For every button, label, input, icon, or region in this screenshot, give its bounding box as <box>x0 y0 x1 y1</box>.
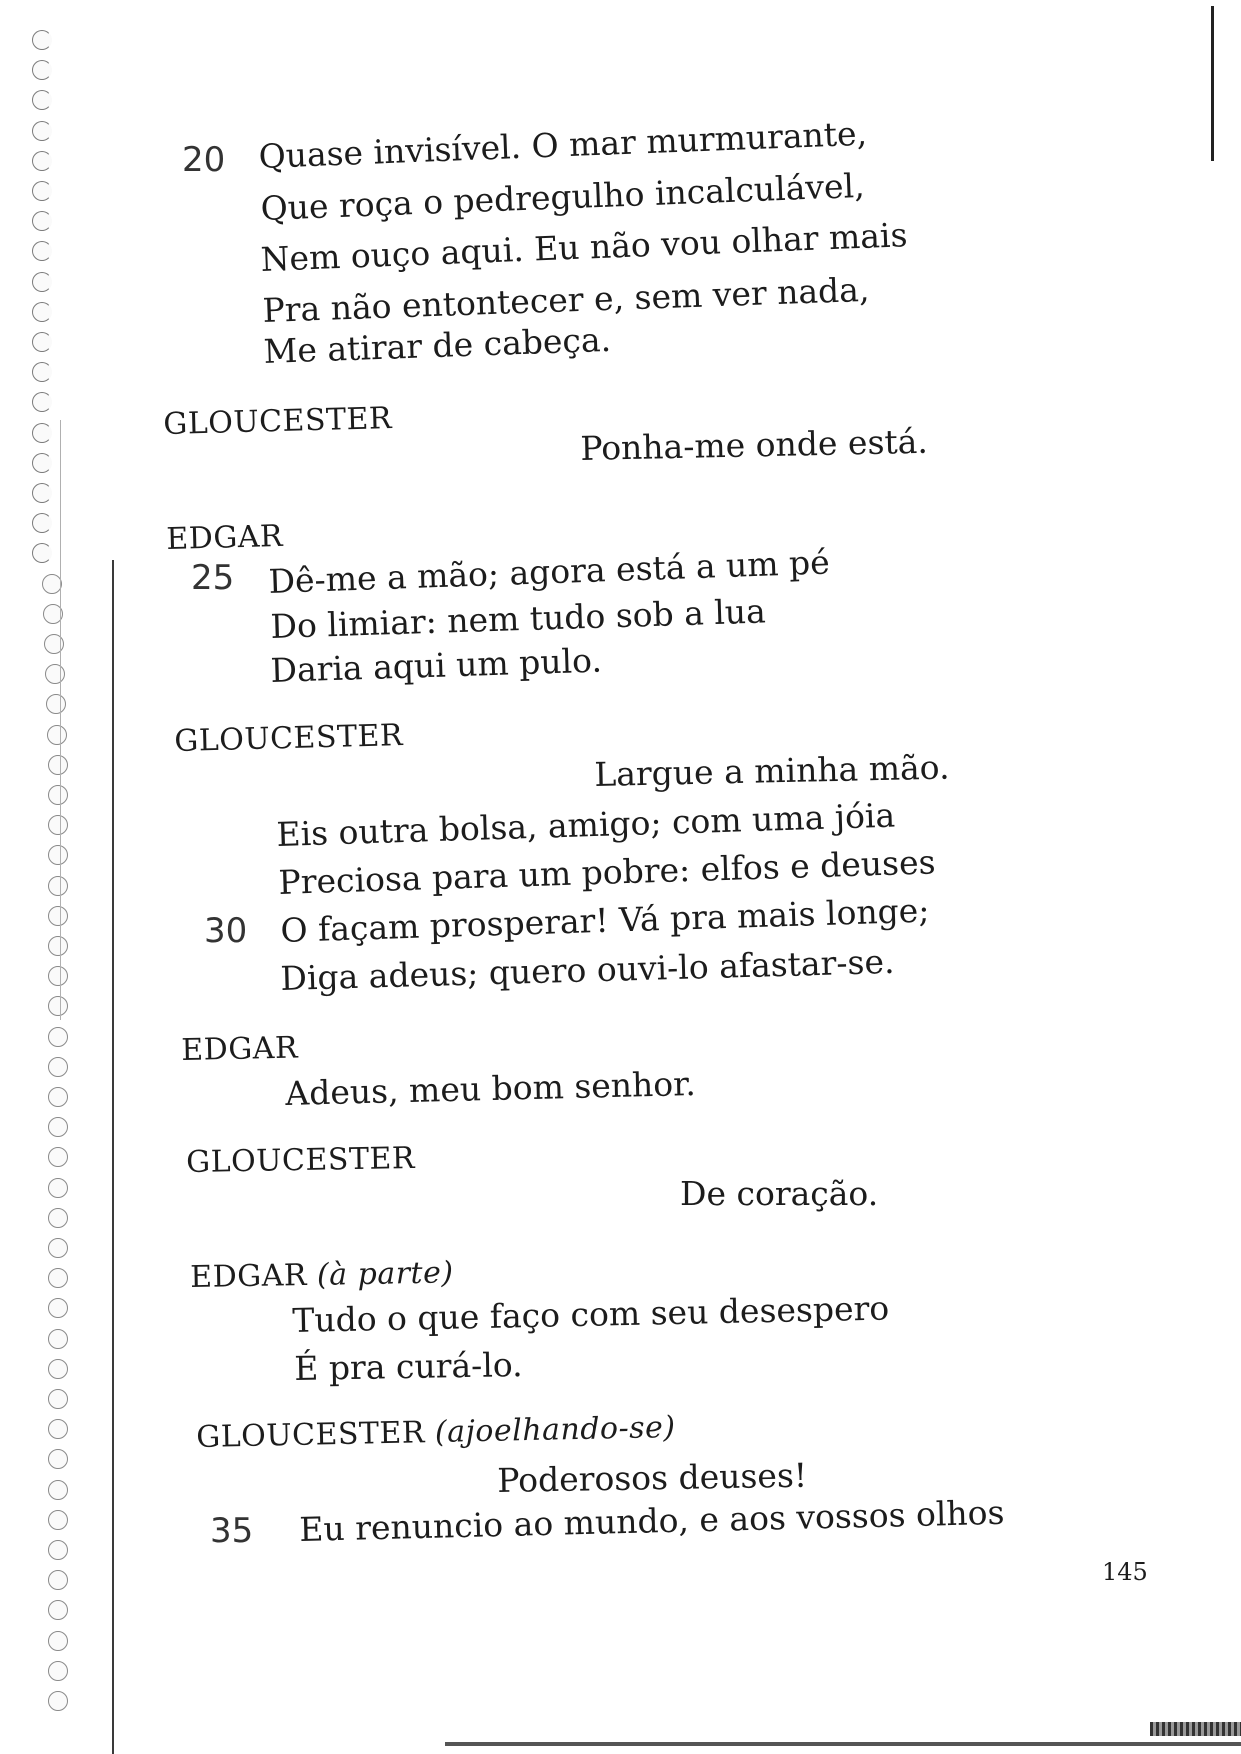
verse-line: De coração. <box>680 1174 879 1213</box>
binding-hole <box>48 1691 68 1711</box>
binding-hole <box>32 181 52 201</box>
binding-hole <box>46 694 66 714</box>
binding-hole <box>48 1117 68 1137</box>
binding-hole <box>48 966 68 986</box>
binding-hole <box>32 543 52 563</box>
binding-hole <box>45 664 65 684</box>
binding-hole <box>48 1087 68 1107</box>
binding-hole <box>48 876 68 896</box>
binding-hole <box>47 725 67 745</box>
binding-hole <box>32 151 52 171</box>
binding-hole <box>48 1389 68 1409</box>
speaker-name: GLOUCESTER <box>195 1415 426 1455</box>
binding-hole <box>32 30 52 50</box>
verse-line: Daria aqui um pulo. <box>269 640 603 690</box>
binding-hole <box>42 574 62 594</box>
bottom-scan-artifact <box>1150 1722 1241 1736</box>
binding-hole <box>48 1268 68 1288</box>
verse-line: Que roça o pedregulho incalculável, <box>259 165 866 228</box>
binding-hole <box>48 1449 68 1469</box>
verse-line: É pra curá-lo. <box>293 1345 523 1388</box>
binding-hole <box>48 1178 68 1198</box>
binding-hole <box>48 1027 68 1047</box>
binding-hole <box>48 1298 68 1318</box>
verse-line: Me atirar de cabeça. <box>262 319 612 371</box>
binding-hole <box>48 1570 68 1590</box>
binding-hole <box>48 1359 68 1379</box>
page-edge-line <box>112 560 114 1754</box>
page-edge-shadow <box>60 420 61 1020</box>
binding-hole <box>48 1057 68 1077</box>
spiral-binding <box>28 30 72 1754</box>
speaker-name: EDGAR <box>189 1257 308 1295</box>
verse-line: Do limiar: nem tudo sob a lua <box>269 591 767 646</box>
binding-hole <box>32 90 52 110</box>
binding-hole <box>48 1631 68 1651</box>
binding-hole <box>48 785 68 805</box>
bottom-edge-line <box>445 1742 1241 1746</box>
binding-hole <box>32 513 52 533</box>
verse-line: Quase invisível. O mar murmurante, <box>257 113 868 176</box>
binding-hole <box>32 241 52 261</box>
verse-line: Tudo o que faço com seu desespero <box>291 1288 890 1340</box>
binding-hole <box>32 483 52 503</box>
verse-line: Poderosos deuses! <box>496 1455 808 1500</box>
verse-line: Ponha-me onde está. <box>579 421 929 468</box>
page-number: 145 <box>1102 1558 1148 1586</box>
verse-line: Dê-me a mão; agora está a um pé <box>267 542 831 601</box>
binding-hole <box>48 1208 68 1228</box>
verse-line: Adeus, meu bom senhor. <box>284 1063 697 1113</box>
binding-hole <box>48 1661 68 1681</box>
speaker-line <box>195 1409 676 1455</box>
binding-hole <box>32 60 52 80</box>
binding-hole <box>48 815 68 835</box>
line-number-30: 30 <box>204 911 248 951</box>
binding-hole <box>48 755 68 775</box>
speaker-name: GLOUCESTER <box>173 718 404 759</box>
stage-direction: (ajoelhando-se) <box>434 1409 676 1450</box>
binding-hole <box>48 1329 68 1349</box>
stage-direction: (à parte) <box>316 1255 454 1293</box>
verse-line: O façam prosperar! Vá pra mais longe; <box>279 890 930 950</box>
binding-hole <box>32 453 52 473</box>
speaker-name: EDGAR <box>165 518 284 557</box>
line-number-25: 25 <box>191 558 235 598</box>
binding-hole <box>48 1540 68 1560</box>
binding-hole <box>48 1480 68 1500</box>
binding-hole <box>48 1147 68 1167</box>
binding-hole <box>32 121 52 141</box>
speaker-name: GLOUCESTER <box>162 401 393 442</box>
binding-hole <box>32 332 52 352</box>
binding-hole <box>48 996 68 1016</box>
line-number-35: 35 <box>210 1511 254 1551</box>
speaker-name: EDGAR <box>180 1030 299 1068</box>
binding-hole <box>32 423 52 443</box>
binding-hole <box>48 936 68 956</box>
verse-line: Preciosa para um pobre: elfos e deuses <box>277 842 937 902</box>
speaker-line <box>189 1255 454 1295</box>
binding-hole <box>48 906 68 926</box>
binding-hole <box>32 302 52 322</box>
verse-line: Nem ouço aqui. Eu não vou olhar mais <box>259 215 909 279</box>
verse-line: Diga adeus; quero ouvi-lo afastar-se. <box>279 941 895 998</box>
verse-line: Largue a minha mão. <box>593 747 950 794</box>
binding-hole <box>44 634 64 654</box>
right-edge-mark <box>1211 6 1214 161</box>
binding-hole <box>32 362 52 382</box>
line-number-20: 20 <box>182 140 226 180</box>
binding-hole <box>32 272 52 292</box>
binding-hole <box>48 845 68 865</box>
verse-line: Eu renuncio ao mundo, e aos vossos olhos <box>298 1492 1005 1549</box>
binding-hole <box>48 1238 68 1258</box>
verse-line: Pra não entontecer e, sem ver nada, <box>261 269 870 330</box>
binding-hole <box>48 1510 68 1530</box>
binding-hole <box>48 1419 68 1439</box>
binding-hole <box>48 1600 68 1620</box>
speaker-name: GLOUCESTER <box>185 1141 416 1180</box>
binding-hole <box>32 211 52 231</box>
verse-line: Eis outra bolsa, amigo; com uma jóia <box>275 795 896 854</box>
binding-hole <box>32 392 52 412</box>
